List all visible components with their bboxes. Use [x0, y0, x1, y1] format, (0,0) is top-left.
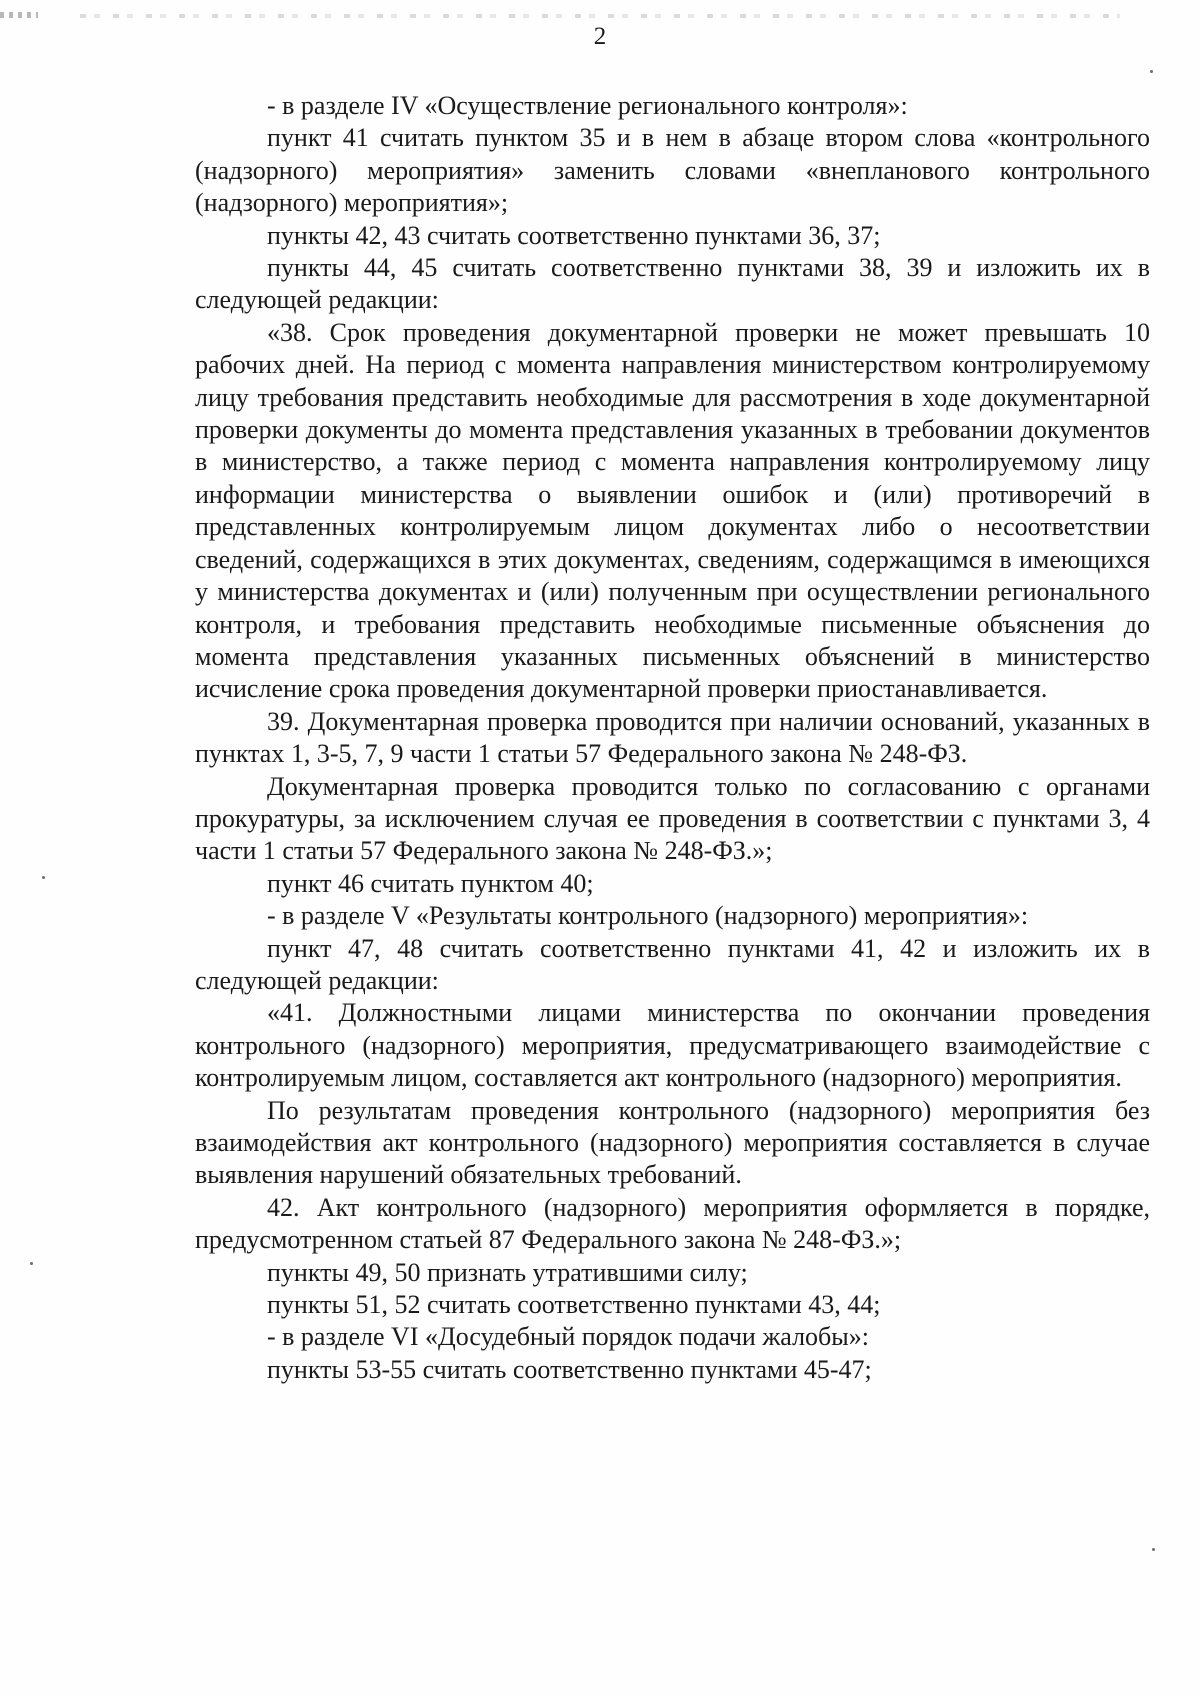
paragraph-new-item-42: 42. Акт контрольного (надзорного) мероприятия оформляется в порядке, предусмотренном статьей 87 Федерального закона № 248-ФЗ.»; [195, 1192, 1150, 1255]
scan-speck [1150, 70, 1153, 73]
paragraph-section-iv: - в разделе IV «Осуществление регионального контроля»: [267, 91, 908, 120]
scan-speck [1152, 1548, 1155, 1551]
scan-artifact-left [0, 12, 38, 18]
paragraph-item-46: пункт 46 считать пунктом 40; [267, 868, 594, 898]
paragraph-items-53-55: пункты 53-55 считать соответственно пунктами 45-47; [267, 1354, 872, 1384]
scan-speck [30, 1262, 33, 1265]
paragraph-item-41: пункт 41 считать пунктом 35 и в нем в абзаце втором слова «контрольного (надзорного) мероприятия» заменить словами «внепланового контрольного (надзорного) мероприятия»; [195, 123, 1150, 218]
paragraph-new-item-38: «38. Срок проведения документарной проверки не может превышать 10 рабочих дней. На период с момента направления министерством контролируемому лицу требования представить необходимые для рассмотрения в ходе документарной проверки документы до момента представления указанных в требовании документов в министерство, а также период с момента направления контролируемому лицу информации министерства о выявлении ошибок и (или) противоречий в представленных контролируемым лицом документах либо о несоответствии сведений, содержащихся в этих документах, сведениям, содержащимся в имеющихся у министерства документах и (или) полученным при осуществлении регионального контроля, и требования представить необходимые письменные объяснения до момента представления указанных письменных объяснений в министерство исчисление срока проведения документарной проверки приостанавливается. [195, 317, 1150, 704]
paragraph-item-41-continued: По результатам проведения контрольного (надзорного) мероприятия без взаимодействия акт контрольного (надзорного) мероприятия составляется в случае выявления нарушений обязательных требований. [195, 1095, 1150, 1190]
paragraph-items-42-43: пункты 42, 43 считать соответственно пунктами 36, 37; [267, 220, 881, 250]
paragraph-new-item-41: «41. Должностными лицами министерства по окончании проведения контрольного (надзорного) мероприятия, предусматривающего взаимодействие с контролируемым лицом, составляется акт контрольного (надзорного) мероприятия. [195, 998, 1150, 1093]
scan-speck [42, 876, 45, 879]
paragraph-items-49-50: пункты 49, 50 признать утратившими силу; [267, 1257, 748, 1287]
page-number: 2 [593, 23, 607, 50]
document-body [195, 90, 1150, 1386]
paragraph-new-item-39: 39. Документарная проверка проводится при наличии оснований, указанных в пунктах 1, 3-5, 7, 9 части 1 статьи 57 Федерального закона № 248-ФЗ. [195, 706, 1150, 769]
paragraph-items-47-48: пункт 47, 48 считать соответственно пунктами 41, 42 и изложить их в следующей редакции: [195, 933, 1150, 995]
paragraph-items-51-52: пункты 51, 52 считать соответственно пунктами 43, 44; [267, 1290, 881, 1320]
paragraph-item-39-continued: Документарная проверка проводится только по согласованию с органами прокуратуры, за исключением случая ее проведения в соответствии с пунктами 3, 4 части 1 статьи 57 Федерального закона № 248-ФЗ.»; [195, 771, 1150, 866]
scan-artifact-top [80, 14, 1120, 18]
paragraph-section-v: - в разделе V «Результаты контрольного (надзорного) мероприятия»: [267, 901, 1029, 931]
paragraph-section-vi: - в разделе VI «Досудебный порядок подачи жалобы»: [267, 1322, 869, 1352]
paragraph-items-44-45: пункты 44, 45 считать соответственно пунктами 38, 39 и изложить их в следующей редакции: [195, 253, 1150, 315]
